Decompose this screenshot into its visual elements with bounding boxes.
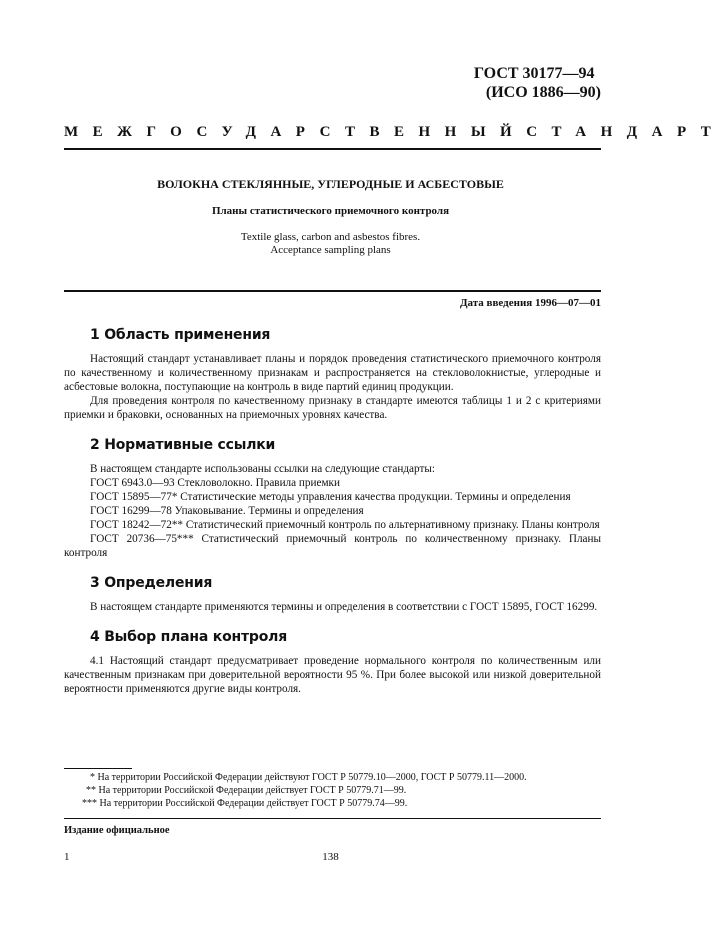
middle-rule bbox=[64, 290, 601, 292]
footnote: *** На территории Российской Федерации действует ГОСТ Р 50779.74—99. bbox=[82, 798, 408, 809]
introduction-date: Дата введения 1996—07—01 bbox=[459, 297, 601, 309]
iso-number: (ИСО 1886—90) bbox=[485, 84, 601, 101]
paragraph: В настоящем стандарте применяются термины и определения в соответствии с ГОСТ 15895, ГОСТ 16299. bbox=[90, 601, 598, 613]
paragraph: 4.1 Настоящий стандарт предусматривает проведение нормального контроля по количественным или качественным признакам при доверительной вероятности 95 %. При более высокой или низкой доверительной вероятности применяются другие виды контроля. bbox=[64, 655, 601, 695]
reference-item: ГОСТ 6943.0—93 Стекловолокно. Правила приемки bbox=[90, 477, 340, 489]
footnotes bbox=[64, 771, 601, 810]
interstate-word: МЕЖГОСУДАРСТВЕННЫЙ bbox=[64, 124, 527, 140]
english-title-line2: Acceptance sampling plans bbox=[270, 244, 391, 256]
paragraph: В настоящем стандарте использованы ссылки на следующие стандарты: bbox=[90, 463, 435, 475]
reference-item: ГОСТ 18242—72** Статистический приемочный контроль по альтернативному признаку. Планы контроля bbox=[90, 519, 600, 531]
section-heading: 3 Определения bbox=[90, 575, 213, 591]
english-title bbox=[0, 231, 661, 257]
section-heading: 2 Нормативные ссылки bbox=[90, 437, 276, 453]
footnote-rule bbox=[64, 768, 132, 769]
sheet-mark: 1 bbox=[64, 851, 70, 863]
section-heading: 1 Область применения bbox=[90, 327, 271, 343]
top-rule bbox=[64, 148, 601, 150]
standard-word: СТАНДАРТ bbox=[526, 124, 725, 140]
official-edition-label: Издание официальное bbox=[64, 825, 170, 836]
paragraph: Настоящий стандарт устанавливает планы и порядок проведения статистического приемочного контроля по качественному и количественному признакам и распространяется на стекловолокнистые, углеродные и асбестовые волокна, поступающие на контроль в виде партий единиц продукции. bbox=[64, 353, 601, 393]
document-title: ВОЛОКНА СТЕКЛЯННЫЕ, УГЛЕРОДНЫЕ И АСБЕСТОВЫЕ bbox=[157, 177, 504, 191]
section-heading: 4 Выбор плана контроля bbox=[90, 629, 287, 645]
reference-item: ГОСТ 15895—77* Статистические методы управления качества продукции. Термины и определения bbox=[90, 491, 571, 503]
paragraph: Для проведения контроля по качественному признаку в стандарте имеются таблицы 1 и 2 с критериями приемки и браковки, основанных на приемочных уровнях качества. bbox=[64, 395, 601, 421]
document-body bbox=[64, 328, 601, 712]
reference-item: ГОСТ 20736—75*** Статистический приемочный контроль по количественному признаку. Планы контроля bbox=[64, 533, 601, 559]
section-2 bbox=[64, 438, 601, 560]
english-title-line1: Textile glass, carbon and asbestos fibres. bbox=[240, 231, 421, 243]
section-1 bbox=[64, 328, 601, 422]
bottom-rule bbox=[64, 818, 601, 819]
gost-number: ГОСТ 30177—94 bbox=[473, 65, 595, 82]
interstate-standard-banner bbox=[64, 124, 725, 141]
section-4 bbox=[64, 630, 601, 696]
footnote: ** На территории Российской Федерации действует ГОСТ Р 50779.71—99. bbox=[86, 785, 407, 796]
page-number: 138 bbox=[322, 851, 339, 863]
gost-code-block bbox=[474, 64, 601, 102]
document-subtitle: Планы статистического приемочного контроля bbox=[211, 205, 450, 217]
section-3 bbox=[64, 576, 601, 614]
footnote: * На территории Российской Федерации действуют ГОСТ Р 50779.10—2000, ГОСТ Р 50779.11—2000. bbox=[90, 772, 527, 783]
reference-item: ГОСТ 16299—78 Упаковывание. Термины и определения bbox=[90, 505, 364, 517]
